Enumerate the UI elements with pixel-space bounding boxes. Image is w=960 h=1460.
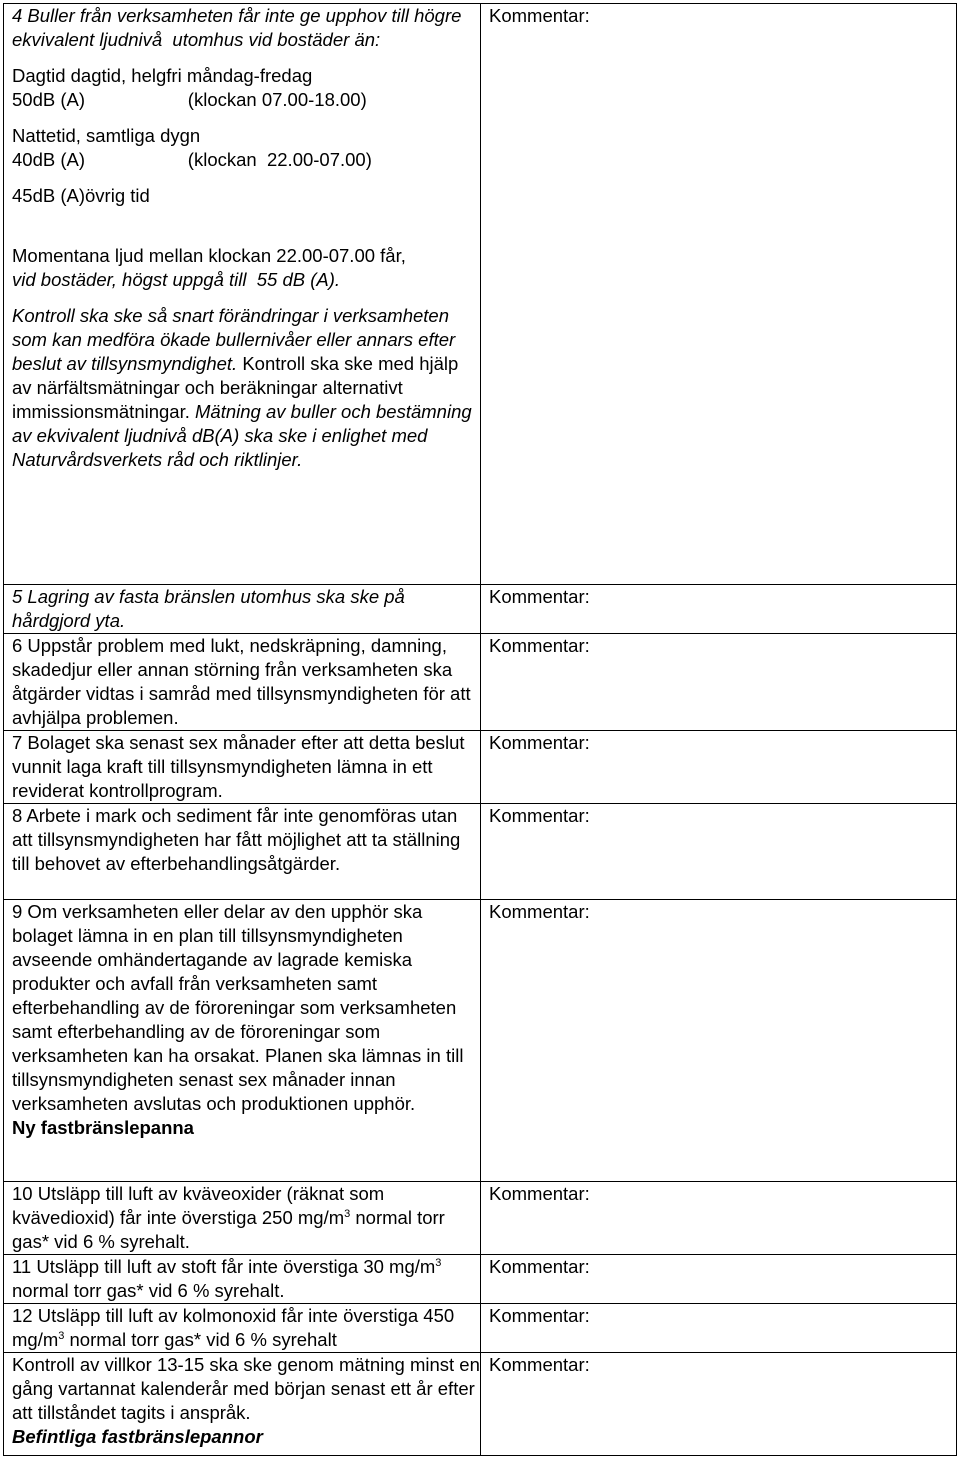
conditions-table	[3, 3, 957, 1456]
comment-label: Kommentar:	[489, 1183, 590, 1204]
comment-label: Kommentar:	[489, 5, 590, 26]
section-heading-existing-boilers: Befintliga fastbränslepannor	[12, 1426, 263, 1447]
table-row	[4, 4, 957, 585]
superscript-3: 3	[344, 1207, 351, 1220]
momentary-sound-line-2: vid bostäder, högst uppgå till 55 dB (A).	[12, 269, 341, 290]
condition-cell	[4, 634, 481, 731]
daytime-value: 50dB (A) (klockan 07.00-18.00)	[12, 89, 367, 110]
condition-8-text: 8 Arbete i mark och sediment får inte genomföras utan att tillsynsmyndigheten har fått möjlighet att ta ställning till behovet av efterbehandlingsåtgärder.	[12, 805, 466, 874]
superscript-3: 3	[58, 1329, 65, 1342]
nighttime-label: Nattetid, samtliga dygn	[12, 125, 201, 146]
other-time-value: 45dB (A)övrig tid	[12, 185, 150, 206]
comment-cell[interactable]	[481, 1182, 957, 1255]
comment-label: Kommentar:	[489, 901, 590, 922]
noise-control-c: Mätning av buller och bestämning av ekvivalent ljudnivå dB(A) ska ske i enlighet med Naturvårdsverkets råd och riktlinjer.	[12, 401, 477, 470]
comment-cell[interactable]	[481, 1304, 957, 1353]
condition-11-text	[12, 1255, 480, 1303]
comment-label: Kommentar:	[489, 805, 590, 826]
condition-cell	[4, 4, 481, 585]
comment-label: Kommentar:	[489, 586, 590, 607]
comment-cell[interactable]	[481, 900, 957, 1182]
condition-6-text: 6 Uppstår problem med lukt, nedskräpning, damning, skadedjur eller annan störning från verksamheten ska åtgärder vidtas i samråd med tillsynsmyndigheten för att avhjälpa problemen.	[12, 635, 476, 728]
control-13-15-text: Kontroll av villkor 13-15 ska ske genom mätning minst en gång vartannat kalenderår med början senast ett år efter att tillståndet tagits i anspråk.	[12, 1354, 485, 1423]
condition-4-heading: 4 Buller från verksamheten får inte ge upphov till högre ekvivalent ljudnivå utomhus vid bostäder än:	[12, 5, 467, 50]
condition-cell	[4, 1255, 481, 1304]
noise-control-text	[12, 304, 480, 472]
condition-12-text	[12, 1304, 480, 1352]
condition-cell	[4, 1182, 481, 1255]
condition-10-a: 10 Utsläpp till luft av kväveoxider (räknat som kvävedioxid) får inte överstiga 250 mg/m	[12, 1183, 390, 1228]
noise-control-b: Kontroll ska ske med hjälp av närfältsmätningar och beräkningar alternativt immissionsmätningar.	[12, 353, 464, 422]
comment-label: Kommentar:	[489, 1305, 590, 1326]
table-row	[4, 1353, 957, 1456]
comment-cell[interactable]	[481, 1255, 957, 1304]
table-row	[4, 731, 957, 804]
nighttime-value: 40dB (A) (klockan 22.00-07.00)	[12, 149, 372, 170]
section-heading-new-boiler: Ny fastbränslepanna	[12, 1117, 194, 1138]
condition-11-a: 11 Utsläpp till luft av stoft får inte överstiga 30 mg/m	[12, 1256, 436, 1277]
condition-cell	[4, 900, 481, 1182]
condition-cell	[4, 585, 481, 634]
table-row	[4, 804, 957, 900]
table-row	[4, 634, 957, 731]
condition-10-text	[12, 1182, 480, 1254]
condition-9-text: 9 Om verksamheten eller delar av den upphör ska bolaget lämna in en plan till tillsynsmyndigheten avseende omhändertagande av lagrade kemiska produkter och avfall från verksamheten samt efterbehandling av de föroreningar som verksamheten samt efterbehandling av de föroreningar som verksamheten kan ha orsakat. Planen ska lämnas in till tillsynsmyndigheten senast sex månader innan verksamheten avslutas och produktionen upphör.	[12, 901, 469, 1114]
comment-cell[interactable]	[481, 804, 957, 900]
condition-12-a: 12 Utsläpp till luft av kolmonoxid får inte överstiga 450 mg/m	[12, 1305, 460, 1350]
daytime-label: Dagtid dagtid, helgfri måndag-fredag	[12, 65, 313, 86]
table-row	[4, 1182, 957, 1255]
momentary-sound-line-1: Momentana ljud mellan klockan 22.00-07.00 får,	[12, 245, 406, 266]
condition-11-b: normal torr gas* vid 6 % syrehalt.	[12, 1256, 447, 1301]
condition-7-text: 7 Bolaget ska senast sex månader efter att detta beslut vunnit laga kraft till tillsynsmyndigheten lämna in ett reviderat kontrollprogram.	[12, 732, 470, 801]
condition-cell	[4, 804, 481, 900]
comment-label: Kommentar:	[489, 635, 590, 656]
condition-cell	[4, 1304, 481, 1353]
comment-cell[interactable]	[481, 4, 957, 585]
condition-5-text: 5 Lagring av fasta bränslen utomhus ska ske på hårdgjord yta.	[12, 586, 410, 631]
comment-label: Kommentar:	[489, 1256, 590, 1277]
condition-10-b: normal torr gas* vid 6 % syrehalt.	[12, 1207, 450, 1252]
table-row	[4, 1255, 957, 1304]
table-row	[4, 900, 957, 1182]
condition-cell	[4, 731, 481, 804]
table-row	[4, 1304, 957, 1353]
comment-cell[interactable]	[481, 585, 957, 634]
comment-label: Kommentar:	[489, 732, 590, 753]
noise-control-a: Kontroll ska ske så snart förändringar i verksamheten som kan medföra ökade bullernivåer eller annars efter beslut av tillsynsmyndighet.	[12, 305, 461, 374]
condition-cell	[4, 1353, 485, 1456]
superscript-3: 3	[435, 1256, 442, 1269]
comment-cell[interactable]	[481, 1353, 957, 1456]
comment-cell[interactable]	[481, 731, 957, 804]
comment-cell[interactable]	[481, 634, 957, 731]
table-row	[4, 585, 957, 634]
comment-label: Kommentar:	[489, 1354, 590, 1375]
condition-12-b: normal torr gas* vid 6 % syrehalt	[64, 1329, 337, 1350]
